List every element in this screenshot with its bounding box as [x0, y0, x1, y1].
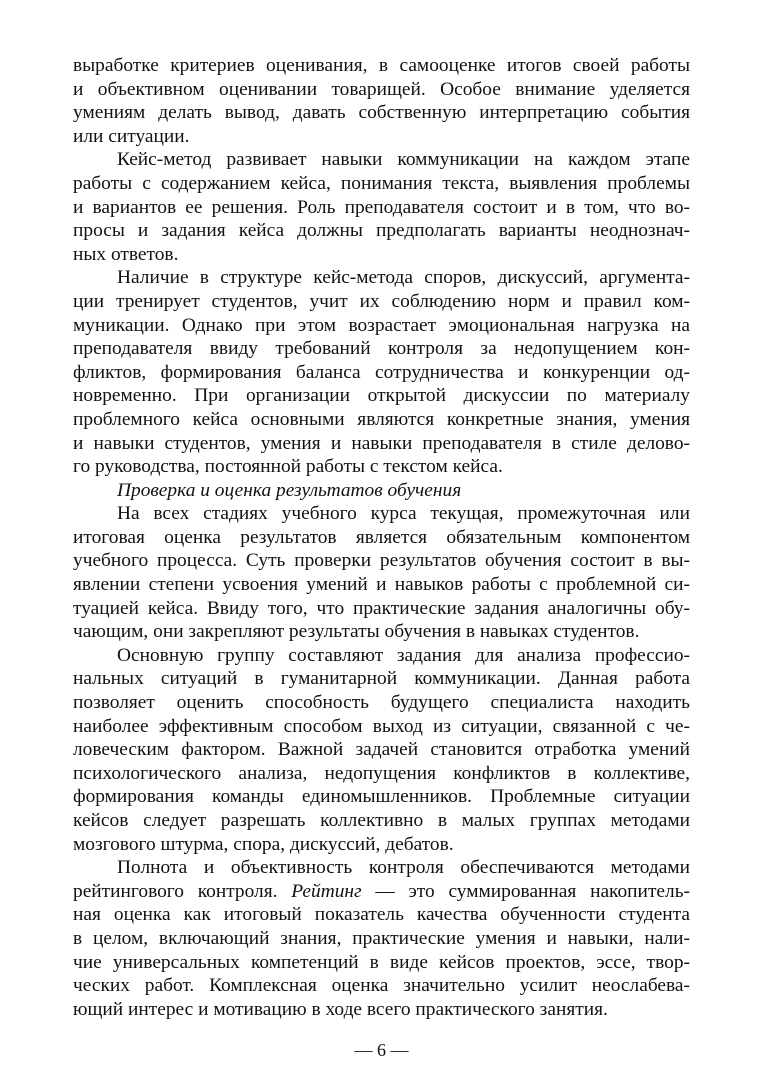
paragraph-3 [73, 266, 690, 478]
text-line: наиболее эффективным способом выход из ситуации, связанной с че- [73, 715, 690, 737]
text-line: новременно. При организации открытой дискуссии по материалу [73, 385, 690, 407]
text-line: итоговая оценка результатов является обязательным компонентом [73, 526, 690, 548]
text-fragment: — это суммированная накопитель- [375, 880, 690, 902]
text-fragment: рейтингового контроля. [73, 880, 278, 902]
text-line: выработке критериев оценивания, в самооценке итогов своей работы [73, 55, 690, 76]
text-line: Наличие в структуре кейс-метода споров, дискуссий, аргумента- [117, 267, 690, 289]
text-line: работы с содержанием кейса, понимания текста, выявления проблемы [73, 172, 690, 194]
text-line: и вариантов ее решения. Роль преподавателя состоит и в том, что во- [73, 196, 690, 218]
section-heading [73, 479, 690, 503]
text-line-with-term [73, 880, 690, 904]
page-number: — 6 — [354, 1040, 409, 1060]
text-line: ная оценка как итоговый показатель качества обученности студента [73, 904, 690, 926]
text-line: го руководства, постоянной работы с текстом кейса. [73, 456, 503, 478]
text-line: формирования команды единомышленников. Проблемные ситуации [73, 786, 690, 808]
text-line: туацией кейса. Ввиду того, что практические задания аналогичны обу- [73, 597, 690, 619]
text-line: На всех стадиях учебного курса текущая, промежуточная или [117, 503, 690, 525]
text-line: или ситуации. [73, 125, 190, 147]
text-line: Полнота и объективность контроля обеспечиваются методами [117, 857, 690, 879]
text-line: Кейс-метод развивает навыки коммуникации на каждом этапе [117, 149, 690, 171]
text-line: муникации. Однако при этом возрастает эмоциональная нагрузка на [73, 314, 690, 336]
text-line: ющий интерес и мотивацию в ходе всего практического занятия. [73, 998, 608, 1020]
text-line: и объективном оценивании товарищей. Особое внимание уделяется [73, 78, 690, 100]
section-heading-text: Проверка и оценка результатов обучения [117, 479, 462, 501]
text-line: преподавателя ввиду требований контроля за недопущением кон- [73, 338, 690, 360]
paragraph-1 [73, 54, 690, 148]
text-line: Основную группу составляют задания для анализа профессио- [117, 644, 690, 666]
text-line: умениям делать вывод, давать собственную интерпретацию события [73, 102, 690, 124]
text-line: ных ответов. [73, 243, 179, 265]
text-line: позволяет оценить способность будущего специалиста находить [73, 692, 690, 714]
text-line: просы и задания кейса должны предполагать варианты неоднознач- [73, 220, 690, 242]
text-line: ческих работ. Комплексная оценка значительно усилит неослабева- [73, 975, 690, 997]
text-line: психологического анализа, недопущения конфликтов в коллективе, [73, 762, 690, 784]
text-line: явлении степени усвоения умений и навыков работы с проблемной си- [73, 574, 690, 596]
paragraph-2 [73, 148, 690, 266]
text-line: фликтов, формирования баланса сотрудничества и конкуренции од- [73, 361, 690, 383]
text-line: проблемного кейса основными являются конкретные знания, умения [73, 408, 690, 430]
text-line: кейсов следует разрешать коллективно в малых группах методами [73, 810, 690, 831]
text-line: ции тренирует студентов, учит их соблюдению норм и правил ком- [73, 290, 690, 312]
text-line: чие универсальных компетенций в виде кейсов проектов, эссе, твор- [73, 951, 690, 973]
text-line: мозгового штурма, спора, дискуссий, дебатов. [73, 833, 454, 855]
text-line: нальных ситуаций в гуманитарной коммуникации. Данная работа [73, 668, 690, 690]
paragraph-5 [73, 644, 690, 856]
paragraph-6 [73, 856, 690, 1021]
term-rating: Рейтинг [291, 880, 362, 902]
text-line: ловеческим фактором. Важной задачей становится отработка умений [73, 739, 690, 761]
text-line: в целом, включающий знания, практические умения и навыки, нали- [73, 927, 690, 949]
text-line: и навыки студентов, умения и навыки преподавателя в стиле делово- [73, 432, 690, 454]
text-line: чающим, они закрепляют результаты обучения в навыках студентов. [73, 621, 640, 643]
page-body [73, 54, 690, 1021]
text-line: учебного процесса. Суть проверки результатов обучения состоит в вы- [73, 550, 690, 572]
paragraph-4 [73, 502, 690, 644]
